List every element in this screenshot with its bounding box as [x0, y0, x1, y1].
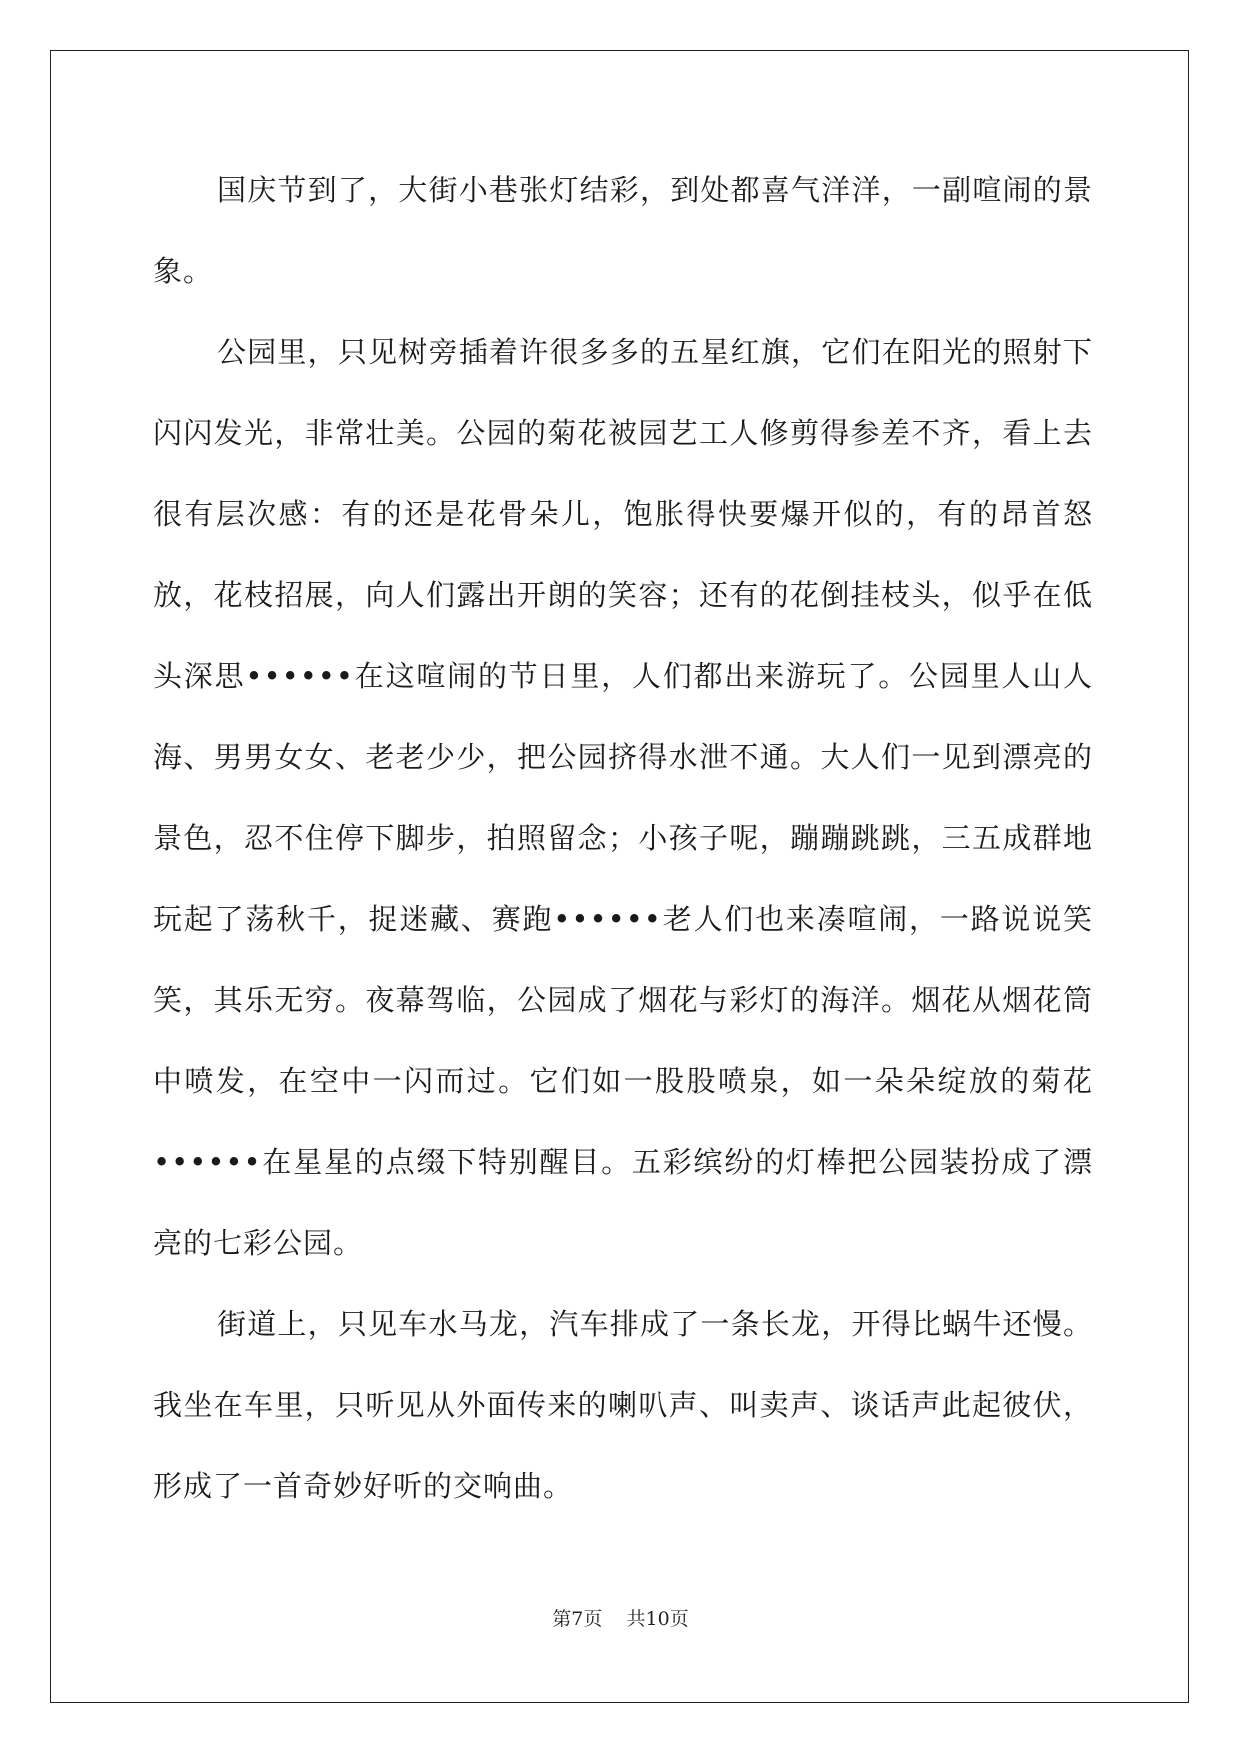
paragraph-2: 公园里，只见树旁插着许很多多的五星红旗，它们在阳光的照射下闪闪发光，非常壮美。公园的菊花被园艺工人修剪得参差不齐，看上去很有层次感：有的还是花骨朵儿，饱胀得快要爆开似的，有的昂首怒放，花枝招展，向人们露出开朗的笑容；还有的花倒挂枝头，似乎在低头深思••••••在这喧闹的节日里，人们都出来游玩了。公园里人山人海、男男女女、老老少少，把公园挤得水泄不通。大人们一见到漂亮的景色，忍不住停下脚步，拍照留念；小孩子呢，蹦蹦跳跳，三五成群地玩起了荡秋千，捉迷藏、赛跑••••••老人们也来凑喧闹，一路说说笑笑，其乐无穷。夜幕驾临，公园成了烟花与彩灯的海洋。烟花从烟花筒中喷发，在空中一闪而过。它们如一股股喷泉，如一朵朵绽放的菊花••••••在星星的点缀下特别醒目。五彩缤纷的灯棒把公园装扮成了漂亮的七彩公园。	[153, 335, 1093, 1260]
paragraph-1: 国庆节到了，大街小巷张灯结彩，到处都喜气洋洋，一副喧闹的景象。	[153, 173, 1093, 288]
document-body	[153, 150, 1093, 1527]
page-number: 第7页	[552, 1608, 603, 1630]
page-total: 共10页	[626, 1608, 689, 1630]
page-footer	[0, 1604, 1241, 1631]
paragraph-3: 街道上，只见车水马龙，汽车排成了一条长龙，开得比蜗牛还慢。我坐在车里，只听见从外面传来的喇叭声、叫卖声、谈话声此起彼伏，形成了一首奇妙好听的交响曲。	[153, 1307, 1093, 1503]
